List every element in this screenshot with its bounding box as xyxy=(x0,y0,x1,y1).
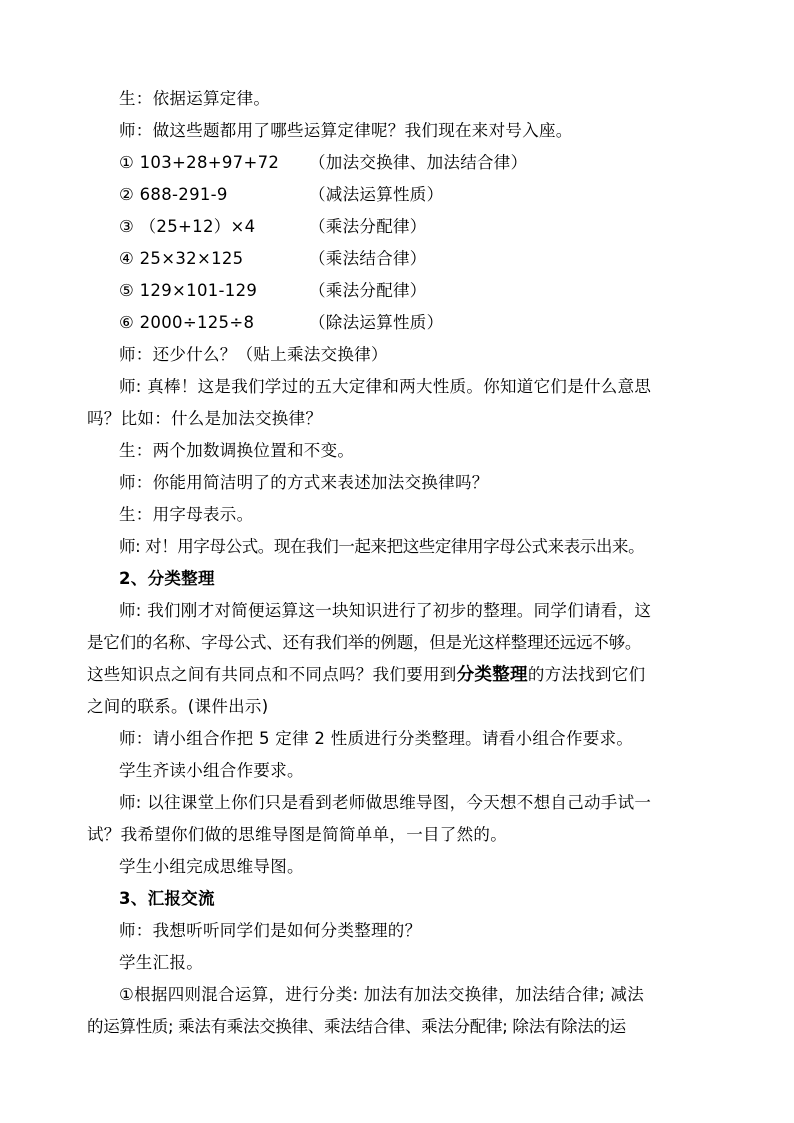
equation-law: （加法交换律、加法结合律） xyxy=(309,153,528,172)
equation-law: （乘法分配律） xyxy=(309,217,427,236)
equation-row xyxy=(119,152,527,174)
paragraph-line: ①根据四则混合运算，进行分类: 加法有加法交换律，加法结合律; 减法 xyxy=(119,985,645,1004)
section-heading: 2、分类整理 xyxy=(119,569,215,588)
equation-expression: ② 688-291-9 xyxy=(119,185,228,204)
paragraph-line: 师: 对！用字母公式。现在我们一起来把这些定律用字母公式来表示出来。 xyxy=(119,537,645,556)
equation-law: （乘法分配律） xyxy=(309,281,427,300)
paragraph-line: 师：还少什么？（贴上乘法交换律） xyxy=(119,345,388,364)
paragraph-line: 的运算性质; 乘法有乘法交换律、乘法结合律、乘法分配律; 除法有除法的运 xyxy=(87,1017,626,1036)
paragraph-line: 师: 我们刚才对简便运算这一块知识进行了初步的整理。同学们请看，这 xyxy=(119,601,652,620)
equation-law: （减法运算性质） xyxy=(309,185,444,204)
paragraph-line: 师：你能用简洁明了的方式来表述加法交换律吗？ xyxy=(119,473,489,492)
equation-row xyxy=(119,216,427,238)
paragraph-line: 试？我希望你们做的思维导图是简简单单，一目了然的。 xyxy=(87,825,507,844)
paragraph-line: 生：用字母表示。 xyxy=(119,505,254,524)
equation-expression: ⑤ 129×101-129 xyxy=(119,281,258,300)
paragraph-line: 师：我想听听同学们是如何分类整理的？ xyxy=(119,921,422,940)
paragraph-line: 是它们的名称、字母公式、还有我们举的例题，但是光这样整理还远远不够。 xyxy=(87,633,642,652)
paragraph-line: 学生小组完成思维导图。 xyxy=(119,857,304,876)
equation-law: （除法运算性质） xyxy=(309,313,444,332)
paragraph-line: 生：依据运算定律。 xyxy=(119,89,271,108)
equation-row xyxy=(119,184,443,206)
equation-row xyxy=(119,248,427,270)
paragraph-line: 师: 真棒！这是我们学过的五大定律和两大性质。你知道它们是什么意思 xyxy=(119,377,652,396)
paragraph-line: 生：两个加数调换位置和不变。 xyxy=(119,441,355,460)
equation-row xyxy=(119,312,443,334)
paragraph-line xyxy=(87,664,645,686)
paragraph-line: 师：请小组合作把 5 定律 2 性质进行分类整理。请看小组合作要求。 xyxy=(119,729,634,748)
equation-law: （乘法结合律） xyxy=(309,249,427,268)
section-heading: 3、汇报交流 xyxy=(119,889,215,908)
equation-expression: ① 103+28+97+72 xyxy=(119,153,280,172)
equation-expression: ③ （25+12）×4 xyxy=(119,217,256,236)
equation-row xyxy=(119,280,427,302)
paragraph-line: 学生齐读小组合作要求。 xyxy=(119,761,304,780)
paragraph-line: 师：做这些题都用了哪些运算定律呢？我们现在来对号入座。 xyxy=(119,121,573,140)
paragraph-line: 学生汇报。 xyxy=(119,953,203,972)
emphasis-text: 分类整理 xyxy=(456,665,528,685)
paragraph-line: 吗？比如：什么是加法交换律？ xyxy=(87,409,323,428)
equation-expression: ④ 25×32×125 xyxy=(119,249,244,268)
paragraph-text: 这些知识点之间有共同点和不同点吗？我们要用到 xyxy=(87,665,457,684)
paragraph-line: 师: 以往课堂上你们只是看到老师做思维导图，今天想不想自己动手试一 xyxy=(119,793,652,812)
equation-expression: ⑥ 2000÷125÷8 xyxy=(119,313,255,332)
paragraph-text: 的方法找到它们 xyxy=(527,665,646,684)
paragraph-line: 之间的联系。(课件出示) xyxy=(87,697,269,716)
